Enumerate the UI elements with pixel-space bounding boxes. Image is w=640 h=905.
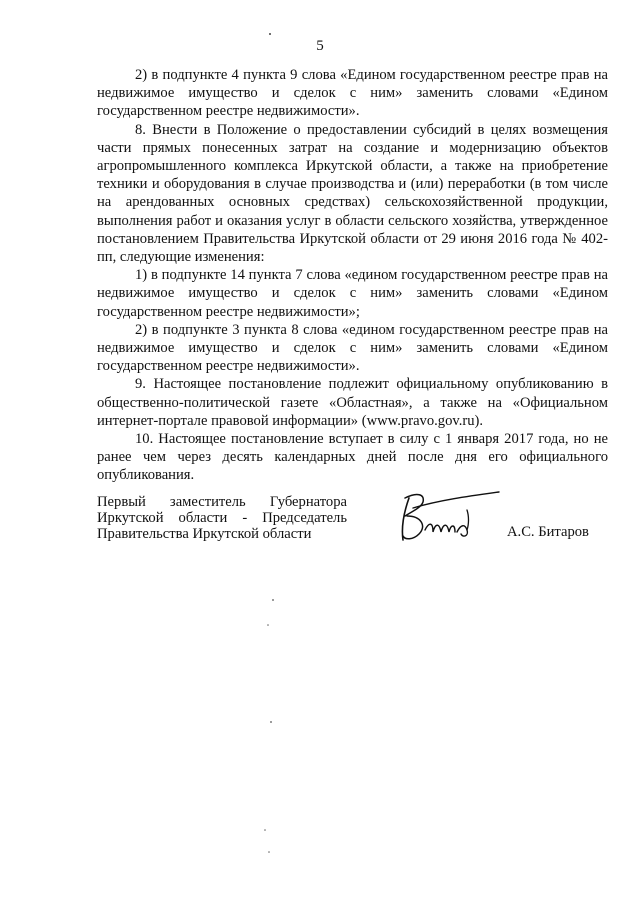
signer-title	[97, 494, 347, 542]
page-number: 5	[316, 38, 324, 54]
signer-title-line-3: Правительства Иркутской области	[97, 526, 312, 542]
paragraph-item-8: 8. Внести в Положение о предоставлении субсидий в целях возмещения части прямых понесенных затрат на создание и модернизацию объектов агропромышленного комплекса Иркутской области, а также на приобретение техники и оборудования в случае производства и (или) переработки (в том числе на арендованных основных средствах) сельскохозяйственной продукции, выполнения работ и оказания услуг в области сельского хозяйства, утвержденное постановлением Правительства Иркутской области от 29 июня 2016 года № 402-пп, следующие изменения:	[97, 121, 608, 266]
handwritten-signature-image	[395, 486, 505, 550]
paragraph-subitem-1-item-7: 1) в подпункте 14 пункта 7 слова «едином государственном реестре прав на недвижимое имущество и сделок с ним» заменить словами «Едином государственном реестре недвижимости»;	[97, 267, 608, 320]
signature-block	[97, 494, 608, 554]
paragraph-item-9: 9. Настоящее постановление подлежит официальному опубликованию в общественно-политической газете «Областная», а также на «Официальном интернет-портале правовой информации» (www.pravo.gov.ru).	[97, 376, 608, 429]
signer-title-line-2: Иркутской области - Председатель	[97, 510, 347, 526]
document-body	[97, 66, 608, 485]
paragraph-item-10: 10. Настоящее постановление вступает в силу с 1 января 2017 года, но не ранее чем через десять календарных дней после дня его официального опубликования.	[97, 431, 608, 484]
paragraph-subitem-2-item-8: 2) в подпункте 3 пункта 8 слова «едином государственном реестре прав на недвижимое имущество и сделок с ним» заменить словами «Едином государственном реестре недвижимости».	[97, 321, 608, 375]
paragraph-subitem-2-item-9: 2) в подпункте 4 пункта 9 слова «Едином государственном реестре прав на недвижимое имущество и сделок с ним» заменить словами «Едином государственном реестре недвижимости».	[97, 67, 608, 120]
signer-name: А.С. Битаров	[507, 524, 589, 540]
signer-title-line-1: Первый заместитель Губернатора	[97, 494, 347, 510]
